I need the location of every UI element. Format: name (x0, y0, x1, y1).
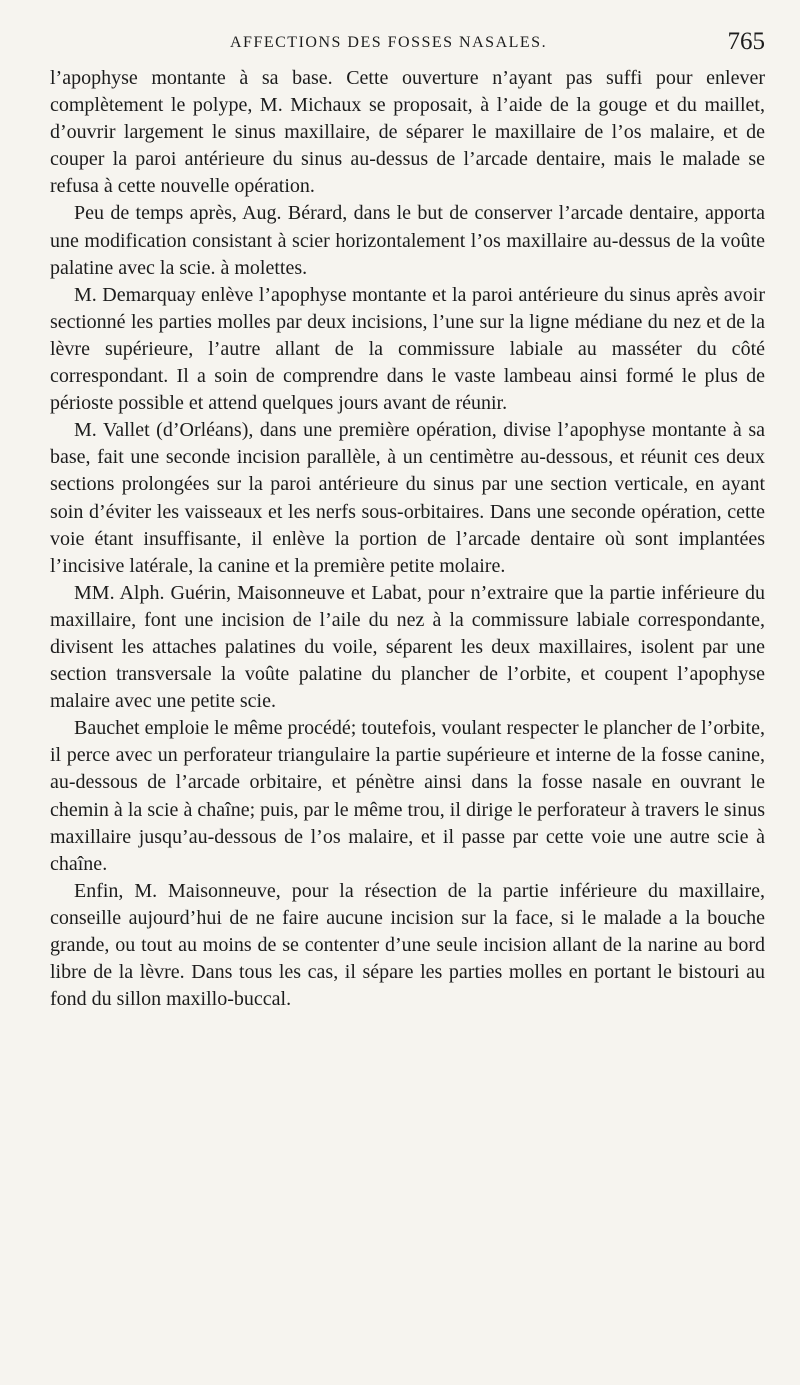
page-header (50, 28, 765, 58)
page-number: 765 (727, 28, 765, 55)
paragraph-6: Bauchet emploie le même procédé; toutefois, voulant respecter le plancher de l’orbite, il perce avec un perforateur triangulaire la partie supérieure et interne de la fosse canine, au-dessous de l’arcade orbitaire, et pénètre ainsi dans la fosse nasale en ouvrant le chemin à la scie à chaîne; puis, par le même trou, il dirige le perforateur à travers le sinus maxillaire jusqu’au-dessous de l’os malaire, et il passe par cette voie une autre scie à chaîne. (50, 717, 765, 875)
paragraph-1: l’apophyse montante à sa base. Cette ouverture n’ayant pas suffi pour enlever complètement le polype, M. Michaux se proposait, à l’aide de la gouge et du maillet, d’ouvrir largement le sinus maxillaire, de séparer le maxillaire de l’os malaire, et de couper la paroi antérieure du sinus au-dessus de l’arcade dentaire, mais le malade se refusa à cette nouvelle opération. (50, 67, 765, 198)
paragraph-4: M. Vallet (d’Orléans), dans une première opération, divise l’apophyse montante à sa base, fait une seconde incision parallèle, à un centimètre au-dessous, et réunit ces deux sections prolongées sur la paroi antérieure du sinus par une section verticale, en ayant soin d’éviter les vaisseaux et les nerfs sous-orbitaires. Dans une seconde opération, cette voie étant insuffisante, il enlève la portion de l’arcade dentaire où sont implantées l’incisive latérale, la canine et la première petite molaire. (50, 419, 765, 577)
running-title: AFFECTIONS DES FOSSES NASALES. (230, 34, 548, 51)
paragraph-7: Enfin, M. Maisonneuve, pour la résection de la partie inférieure du maxillaire, conseille aujourd’hui de ne faire aucune incision sur la face, si le malade a la bouche grande, ou tout au moins de se contenter d’une seule incision allant de la narine au bord libre de la lèvre. Dans tous les cas, il sépare les parties molles en portant le bistouri au fond du sillon maxillo-buccal. (50, 879, 765, 1011)
paragraph-2: Peu de temps après, Aug. Bérard, dans le but de conserver l’arcade dentaire, apporta une modification consistant à scier horizontalement l’os maxillaire au-dessus de la voûte palatine avec la scie. à molettes. (50, 202, 765, 279)
paragraph-5: MM. Alph. Guérin, Maisonneuve et Labat, pour n’extraire que la partie inférieure du maxillaire, font une incision de l’aile du nez à la commissure labiale correspondante, divisent les attaches palatines du voile, séparent les deux maxillaires, isolent par une section transversale la voûte palatine du plancher de l’orbite, et coupent l’apophyse malaire avec une petite scie. (50, 581, 765, 713)
paragraph-3: M. Demarquay enlève l’apophyse montante et la paroi antérieure du sinus après avoir sectionné les parties molles par deux incisions, l’une sur la ligne médiane du nez et de la lèvre supérieure, l’autre allant de la commissure labiale au masséter du côté correspondant. Il a soin de comprendre dans le vaste lambeau ainsi formé le plus de périoste possible et attend quelques jours avant de réunir. (50, 283, 765, 415)
body-text (50, 65, 765, 1013)
